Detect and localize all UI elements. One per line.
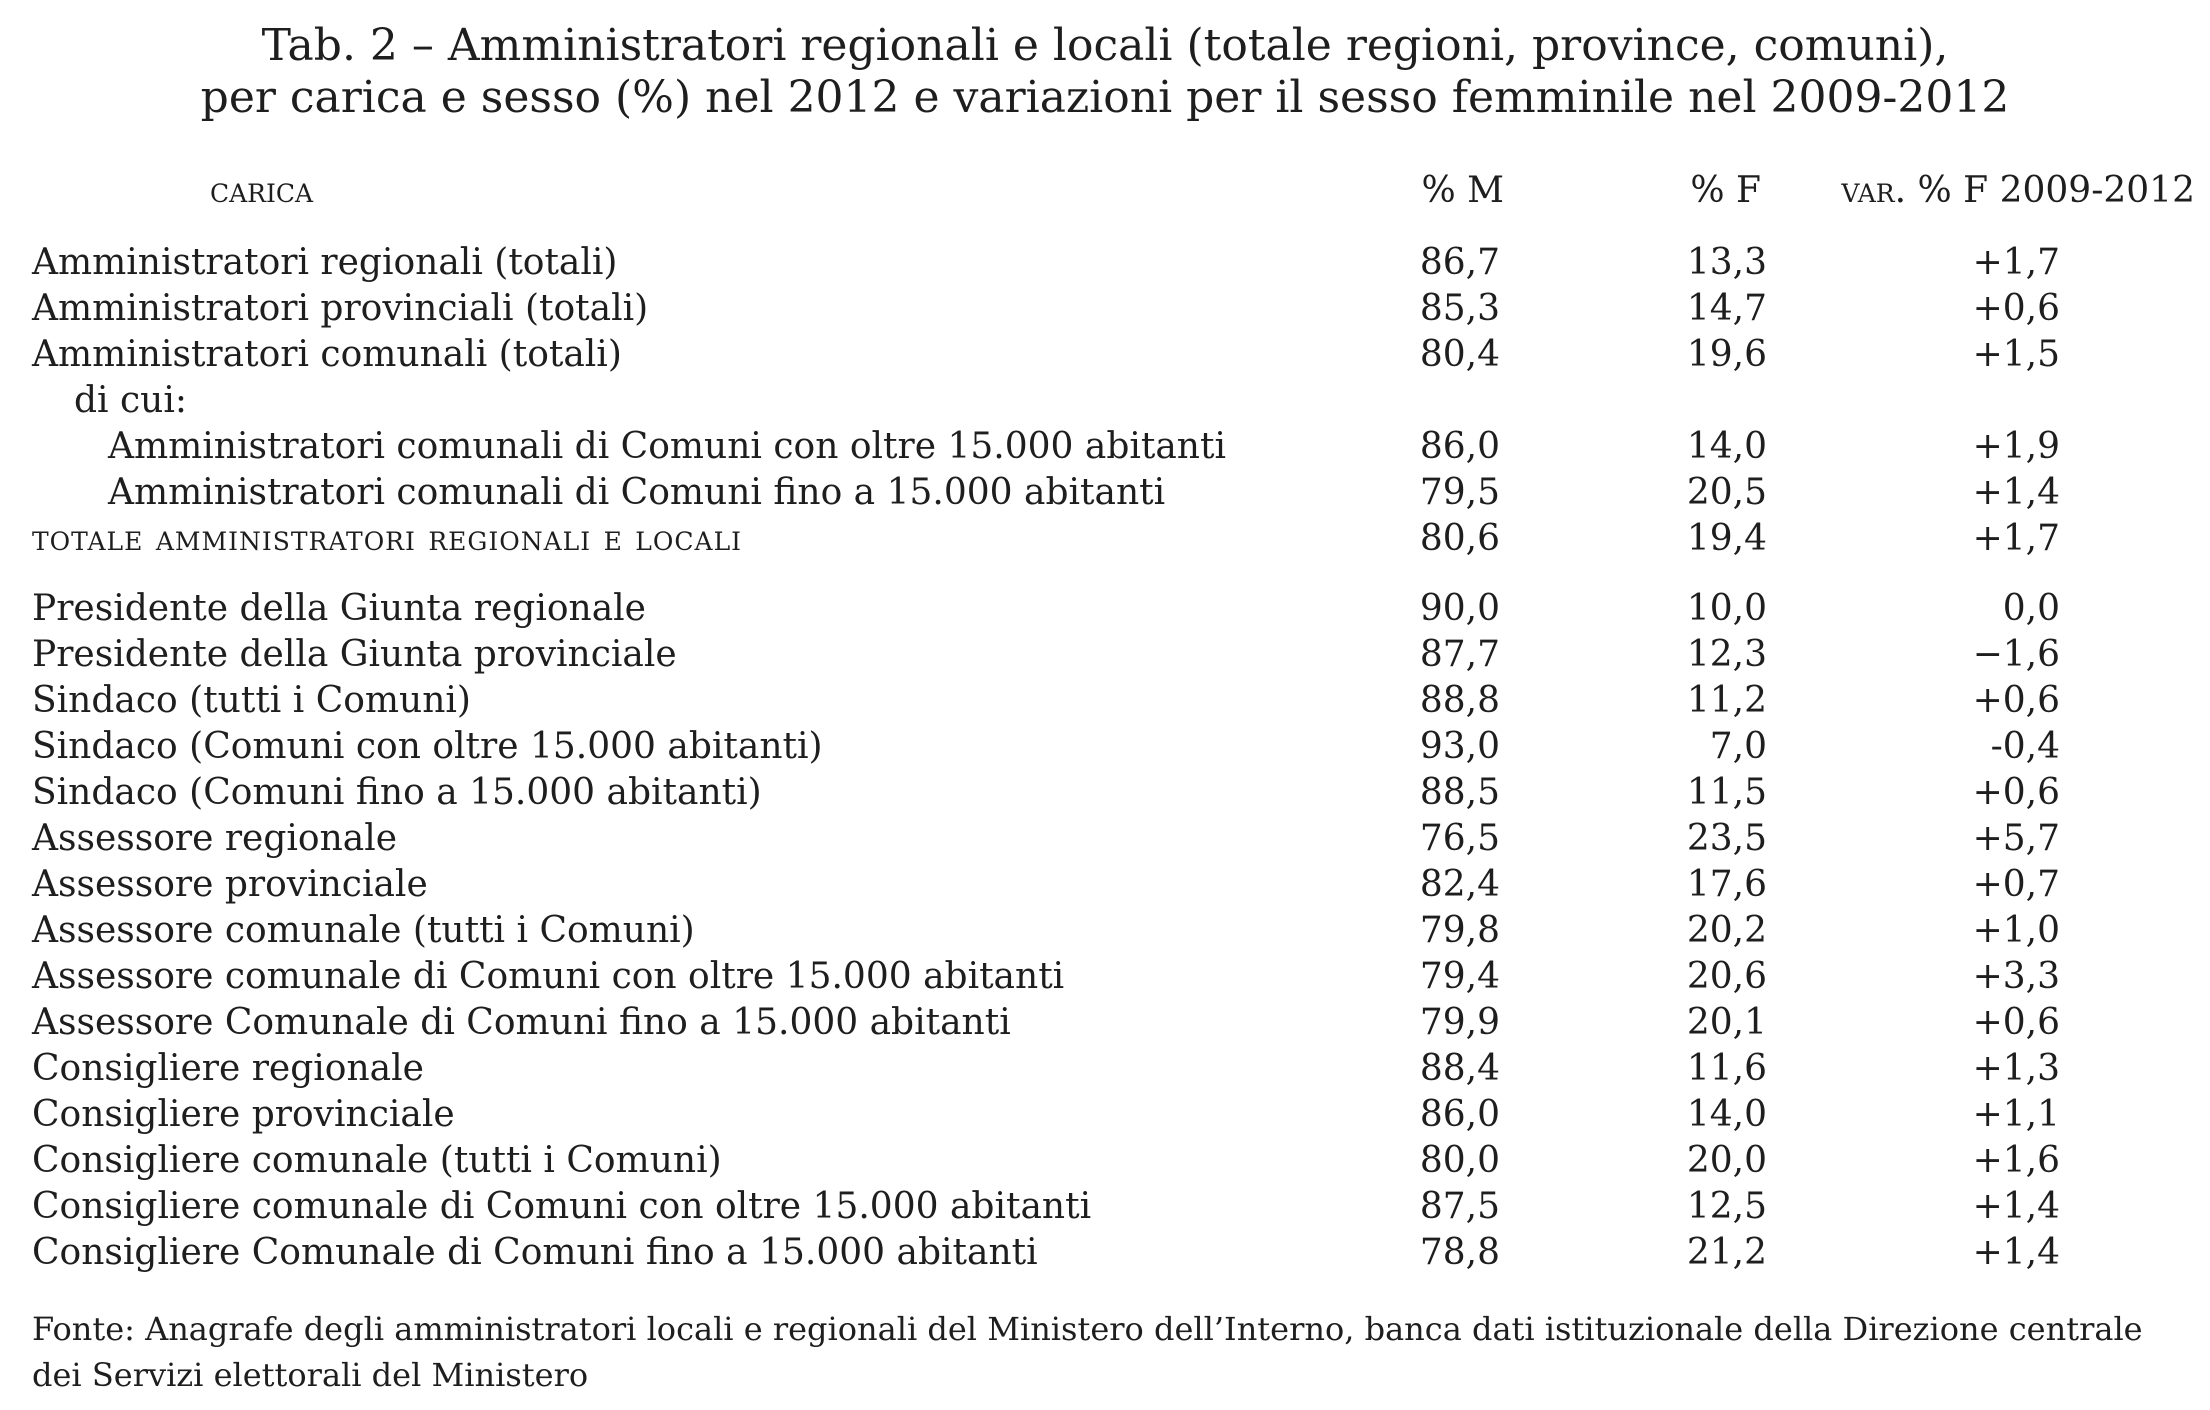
table-row — [0, 1046, 2210, 1092]
table-row — [0, 1230, 2210, 1276]
row-label: Consigliere Comunale di Comuni fino a 15.000 abitanti — [32, 1232, 1038, 1273]
row-percent-m: 79,5 — [1419, 472, 1500, 513]
row-variation: +1,6 — [1972, 1140, 2060, 1181]
row-label: Assessore Comunale di Comuni fino a 15.000 abitanti — [32, 1002, 1011, 1043]
row-percent-m: 86,0 — [1419, 1094, 1500, 1135]
column-header-variation-prefix: var. — [1841, 170, 1907, 211]
row-label: Sindaco (Comuni fino a 15.000 abitanti) — [32, 772, 762, 813]
row-label: Consigliere provinciale — [32, 1094, 455, 1135]
row-percent-m: 85,3 — [1419, 288, 1500, 329]
row-label: Assessore comunale (tutti i Comuni) — [32, 910, 695, 951]
column-header-percent-f: % F — [1690, 170, 1761, 211]
table-row — [0, 816, 2210, 862]
row-variation: +0,6 — [1972, 288, 2060, 329]
row-variation: -0,4 — [1990, 726, 2060, 767]
row-label: Consigliere comunale (tutti i Comuni) — [32, 1140, 722, 1181]
row-variation: +5,7 — [1972, 818, 2060, 859]
row-variation: +3,3 — [1972, 956, 2060, 997]
row-variation: +1,1 — [1972, 1094, 2060, 1135]
table-row — [0, 1138, 2210, 1184]
table-row — [0, 1092, 2210, 1138]
row-percent-f: 21,2 — [1686, 1232, 1767, 1273]
row-variation: +1,9 — [1972, 426, 2060, 467]
row-label: totale amministratori regionali e locali — [32, 518, 743, 559]
row-variation: +1,7 — [1972, 518, 2060, 559]
row-variation: +1,4 — [1972, 1186, 2060, 1227]
row-label: Presidente della Giunta provinciale — [32, 634, 677, 675]
column-header-variation — [1841, 168, 2195, 214]
table-row — [0, 632, 2210, 678]
row-percent-f: 11,2 — [1686, 680, 1767, 721]
row-percent-m: 87,5 — [1419, 1186, 1500, 1227]
row-percent-m: 78,8 — [1419, 1232, 1500, 1273]
row-label: Consigliere regionale — [32, 1048, 424, 1089]
row-label: Amministratori provinciali (totali) — [32, 288, 649, 329]
row-percent-m: 88,4 — [1419, 1048, 1500, 1089]
row-variation: +0,6 — [1972, 772, 2060, 813]
table-row — [0, 332, 2210, 378]
row-label: Presidente della Giunta regionale — [32, 588, 646, 629]
row-percent-f: 20,6 — [1686, 956, 1767, 997]
row-variation: +0,6 — [1972, 1002, 2060, 1043]
row-label: di cui: — [74, 380, 187, 421]
row-percent-f: 14,0 — [1686, 1094, 1767, 1135]
row-percent-f: 23,5 — [1686, 818, 1767, 859]
row-percent-m: 90,0 — [1419, 588, 1500, 629]
row-variation: 0,0 — [2002, 588, 2060, 629]
table-row — [0, 586, 2210, 632]
table-row — [0, 770, 2210, 816]
row-percent-m: 80,0 — [1419, 1140, 1500, 1181]
row-percent-f: 19,6 — [1686, 334, 1767, 375]
column-header-carica: carica — [210, 170, 314, 211]
row-percent-f: 12,3 — [1686, 634, 1767, 675]
row-variation: +1,4 — [1972, 472, 2060, 513]
row-percent-f: 7,0 — [1709, 726, 1767, 767]
table-title-line-2: per carica e sesso (%) nel 2012 e variazioni per il sesso femminile nel 2009-2012 — [200, 72, 2010, 123]
row-variation: −1,6 — [1972, 634, 2060, 675]
row-variation: +0,7 — [1972, 864, 2060, 905]
row-percent-m: 80,6 — [1419, 518, 1500, 559]
table-row — [0, 240, 2210, 286]
table-row — [0, 724, 2210, 770]
row-percent-f: 20,1 — [1686, 1002, 1767, 1043]
row-percent-m: 79,9 — [1419, 1002, 1500, 1043]
row-label: Sindaco (Comuni con oltre 15.000 abitanti) — [32, 726, 823, 767]
row-percent-m: 88,8 — [1419, 680, 1500, 721]
row-percent-f: 20,0 — [1686, 1140, 1767, 1181]
row-percent-f: 14,7 — [1686, 288, 1767, 329]
row-label: Assessore provinciale — [32, 864, 428, 905]
row-label: Amministratori comunali di Comuni fino a 15.000 abitanti — [108, 472, 1166, 513]
row-label: Consigliere comunale di Comuni con oltre 15.000 abitanti — [32, 1186, 1092, 1227]
row-percent-m: 87,7 — [1419, 634, 1500, 675]
row-percent-f: 13,3 — [1686, 242, 1767, 283]
row-variation: +1,3 — [1972, 1048, 2060, 1089]
source-note: Fonte: Anagrafe degli amministratori locali e regionali del Ministero dell’Interno, banca dati istituzionale della Direzione centrale dei Servizi elettorali del Ministero — [32, 1310, 2143, 1394]
row-percent-m: 88,5 — [1419, 772, 1500, 813]
row-percent-m: 76,5 — [1419, 818, 1500, 859]
row-percent-m: 82,4 — [1419, 864, 1500, 905]
table-body — [0, 240, 2210, 1276]
row-label: Sindaco (tutti i Comuni) — [32, 680, 471, 721]
row-percent-f: 11,6 — [1686, 1048, 1767, 1089]
row-label: Assessore comunale di Comuni con oltre 15.000 abitanti — [32, 956, 1065, 997]
row-percent-f: 14,0 — [1686, 426, 1767, 467]
row-percent-f: 17,6 — [1686, 864, 1767, 905]
row-variation: +0,6 — [1972, 680, 2060, 721]
table-title-line-1: Tab. 2 – Amministratori regionali e locali (totale regioni, province, comuni), — [261, 20, 1949, 71]
row-variation: +1,4 — [1972, 1232, 2060, 1273]
row-percent-m: 86,7 — [1419, 242, 1500, 283]
table-row-subheading — [0, 378, 2210, 424]
row-percent-f: 10,0 — [1686, 588, 1767, 629]
row-label: Amministratori comunali (totali) — [32, 334, 622, 375]
table-row-total — [0, 516, 2210, 562]
table-row — [0, 1000, 2210, 1046]
row-percent-m: 79,8 — [1419, 910, 1500, 951]
row-label: Amministratori regionali (totali) — [32, 242, 618, 283]
row-variation: +1,5 — [1972, 334, 2060, 375]
row-variation: +1,7 — [1972, 242, 2060, 283]
row-percent-f: 20,5 — [1686, 472, 1767, 513]
table-row — [0, 470, 2210, 516]
table-row — [0, 678, 2210, 724]
row-percent-f: 12,5 — [1686, 1186, 1767, 1227]
table-row — [0, 286, 2210, 332]
row-percent-m: 80,4 — [1419, 334, 1500, 375]
table-row — [0, 908, 2210, 954]
column-header-percent-m: % M — [1421, 170, 1504, 211]
row-percent-f: 11,5 — [1686, 772, 1767, 813]
table-row — [0, 954, 2210, 1000]
column-header-variation-rest: % F 2009-2012 — [1906, 170, 2195, 211]
row-percent-m: 86,0 — [1419, 426, 1500, 467]
table-row — [0, 862, 2210, 908]
row-percent-m: 93,0 — [1419, 726, 1500, 767]
table-row — [0, 1184, 2210, 1230]
table-row — [0, 424, 2210, 470]
row-variation: +1,0 — [1972, 910, 2060, 951]
row-label: Assessore regionale — [32, 818, 398, 859]
row-percent-m: 79,4 — [1419, 956, 1500, 997]
row-label: Amministratori comunali di Comuni con oltre 15.000 abitanti — [108, 426, 1226, 467]
row-percent-f: 19,4 — [1686, 518, 1767, 559]
row-percent-f: 20,2 — [1686, 910, 1767, 951]
